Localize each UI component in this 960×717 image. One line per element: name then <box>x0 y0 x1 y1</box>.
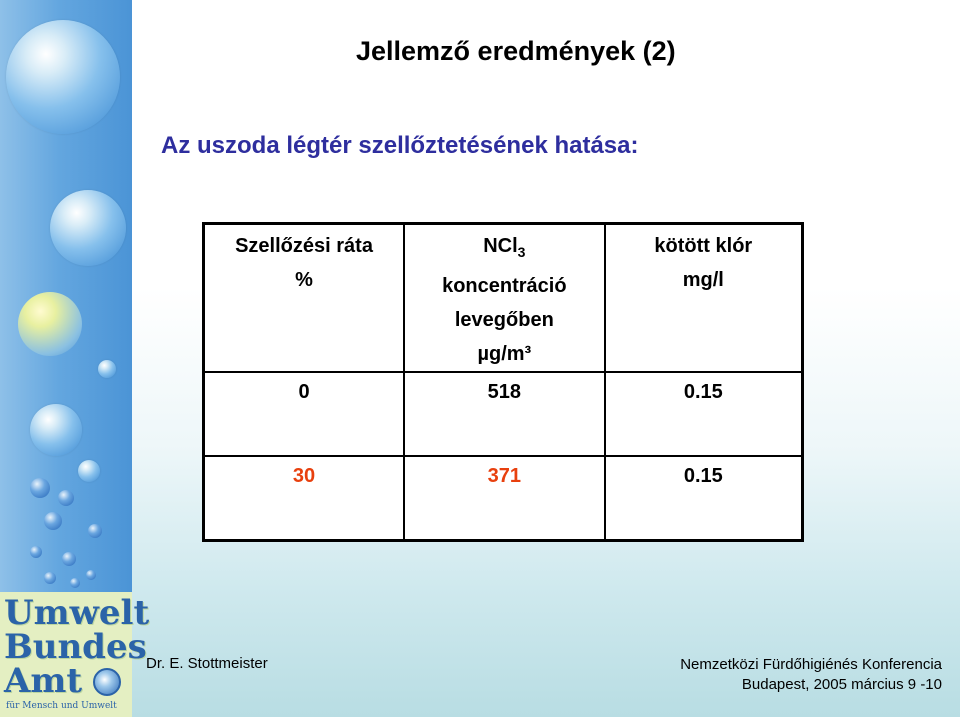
logo-tagline: für Mensch und Umwelt <box>6 701 117 711</box>
header-line: µg/m³ <box>477 343 532 365</box>
table-header-row <box>204 224 803 373</box>
bubble-decoration <box>50 190 126 266</box>
footer-author: Dr. E. Stottmeister <box>146 655 268 672</box>
logo-text-amt: Amt <box>4 661 83 701</box>
header-ncl-text: NCl <box>483 235 518 257</box>
bubble-decoration <box>62 552 76 566</box>
bubble-decoration <box>44 572 56 584</box>
header-line: koncentráció <box>442 275 567 297</box>
header-line: levegőben <box>454 309 554 331</box>
cell-ncl3-highlighted: 371 <box>404 456 605 540</box>
bubble-decoration <box>44 512 62 530</box>
cell-bound-chlorine: 0.15 <box>605 456 803 540</box>
bubble-decoration <box>70 578 80 588</box>
cell-rate-highlighted: 30 <box>204 456 405 540</box>
header-bound-chlorine <box>605 224 803 373</box>
slide-subtitle: Az uszoda légtér szellőztetésének hatása: <box>161 132 639 159</box>
bubble-decoration <box>98 360 116 378</box>
header-line: % <box>295 269 313 291</box>
header-ncl3-concentration <box>404 224 605 373</box>
header-line: mg/l <box>682 269 724 291</box>
bubble-decoration <box>6 20 120 134</box>
header-line <box>405 229 604 269</box>
footer-conference: Nemzetközi Fürdőhigiénés Konferencia <box>680 656 942 673</box>
slide-title: Jellemző eredmények (2) <box>356 36 676 66</box>
cell-bound-chlorine: 0.15 <box>605 372 803 456</box>
umweltbundesamt-logo <box>0 592 150 717</box>
bubble-decoration <box>58 490 74 506</box>
bubble-decoration <box>30 546 42 558</box>
logo-text-umwelt: Umwelt <box>4 593 150 633</box>
header-line: kötött klór <box>654 235 753 257</box>
footer-location-date: Budapest, 2005 március 9 -10 <box>741 676 942 693</box>
table-row <box>204 456 803 540</box>
bubble-decoration <box>18 292 82 356</box>
header-line: Szellőzési ráta <box>235 235 373 257</box>
globe-icon <box>93 668 121 696</box>
bubble-decoration <box>86 570 96 580</box>
bubble-decoration <box>30 478 50 498</box>
cell-rate: 0 <box>204 372 405 456</box>
bubble-decoration <box>30 404 82 456</box>
header-ncl-subscript: 3 <box>517 244 526 260</box>
results-table <box>202 222 804 542</box>
footer-conference-info <box>680 655 942 695</box>
cell-ncl3: 518 <box>404 372 605 456</box>
table-row <box>204 372 803 456</box>
header-ventilation-rate <box>204 224 405 373</box>
bubble-decoration <box>78 460 100 482</box>
logo-text-bundes: Bundes <box>4 627 147 667</box>
bubble-decoration <box>88 524 102 538</box>
